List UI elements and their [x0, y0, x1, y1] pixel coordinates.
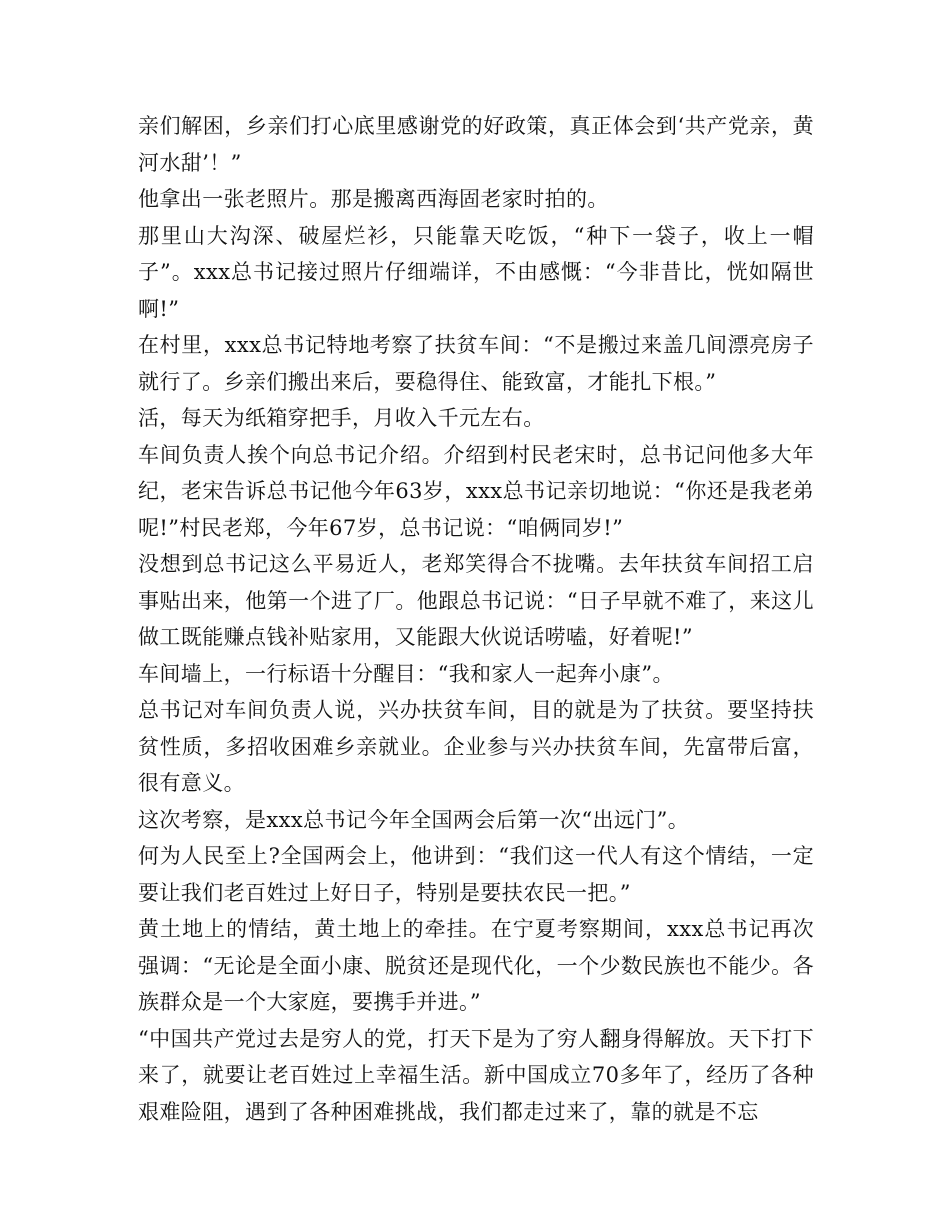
paragraph-7: 没想到总书记这么平易近人，老郑笑得合不拢嘴。去年扶贫车间招工启事贴出来，他第一个进了厂。他跟总书记说：“日子早就不难了，来这儿做工既能赚点钱补贴家用，又能跟大伙说话唠嗑，好着呢!” — [138, 552, 814, 649]
paragraph-6: 车间负责人挨个向总书记介绍。介绍到村民老宋时，总书记问他多大年纪，老宋告诉总书记他今年63岁，xxx总书记亲切地说：“你还是我老弟呢!”村民老郑，今年67岁，总书记说：“咱俩同岁!” — [138, 442, 814, 540]
paragraph-4: 在村里，xxx总书记特地考察了扶贫车间：“不是搬过来盖几间漂亮房子就行了。乡亲们搬出来后，要稳得住、能致富，才能扎下根。” — [138, 333, 814, 394]
paragraph-1: 亲们解困，乡亲们打心底里感谢党的好政策，真正体会到‘共产党亲，黄河水甜’！” — [138, 114, 814, 175]
paragraph-10: 这次考察，是xxx总书记今年全国两会后第一次“出远门”。 — [138, 807, 690, 832]
paragraph-12: 黄土地上的情结，黄土地上的牵挂。在宁夏考察期间，xxx总书记再次强调：“无论是全面小康、脱贫还是现代化，一个少数民族也不能少。各族群众是一个大家庭，要携手并进。” — [138, 917, 814, 1014]
paragraph-2: 他拿出一张老照片。那是搬离西海固老家时拍的。 — [138, 187, 609, 211]
document-body — [138, 108, 814, 1130]
paragraph-11: 何为人民至上?全国两会上，他讲到：“我们这一代人有这个情结，一定要让我们老百姓过上好日子，特别是要扶农民一把。” — [138, 844, 814, 905]
paragraph-5: 活，每天为纸箱穿把手，月收入千元左右。 — [138, 406, 545, 430]
paragraph-3: 那里山大沟深、破屋烂衫，只能靠天吃饭，“种下一袋子，收上一帽子”。xxx总书记接过照片仔细端详，不由感慨：“今非昔比，恍如隔世啊!” — [138, 223, 814, 321]
paragraph-8: 车间墙上，一行标语十分醒目：“我和家人一起奔小康”。 — [138, 661, 674, 686]
paragraph-13: “中国共产党过去是穷人的党，打天下是为了穷人翻身得解放。天下打下来了，就要让老百姓过上幸福生活。新中国成立70多年了，经历了各种艰难险阻，遇到了各种困难挑战，我们都走过来了，靠的就是不忘 — [138, 1026, 814, 1124]
paragraph-9: 总书记对车间负责人说，兴办扶贫车间，目的就是为了扶贫。要坚持扶贫性质，多招收困难乡亲就业。企业参与兴办扶贫车间，先富带后富，很有意义。 — [138, 698, 814, 795]
